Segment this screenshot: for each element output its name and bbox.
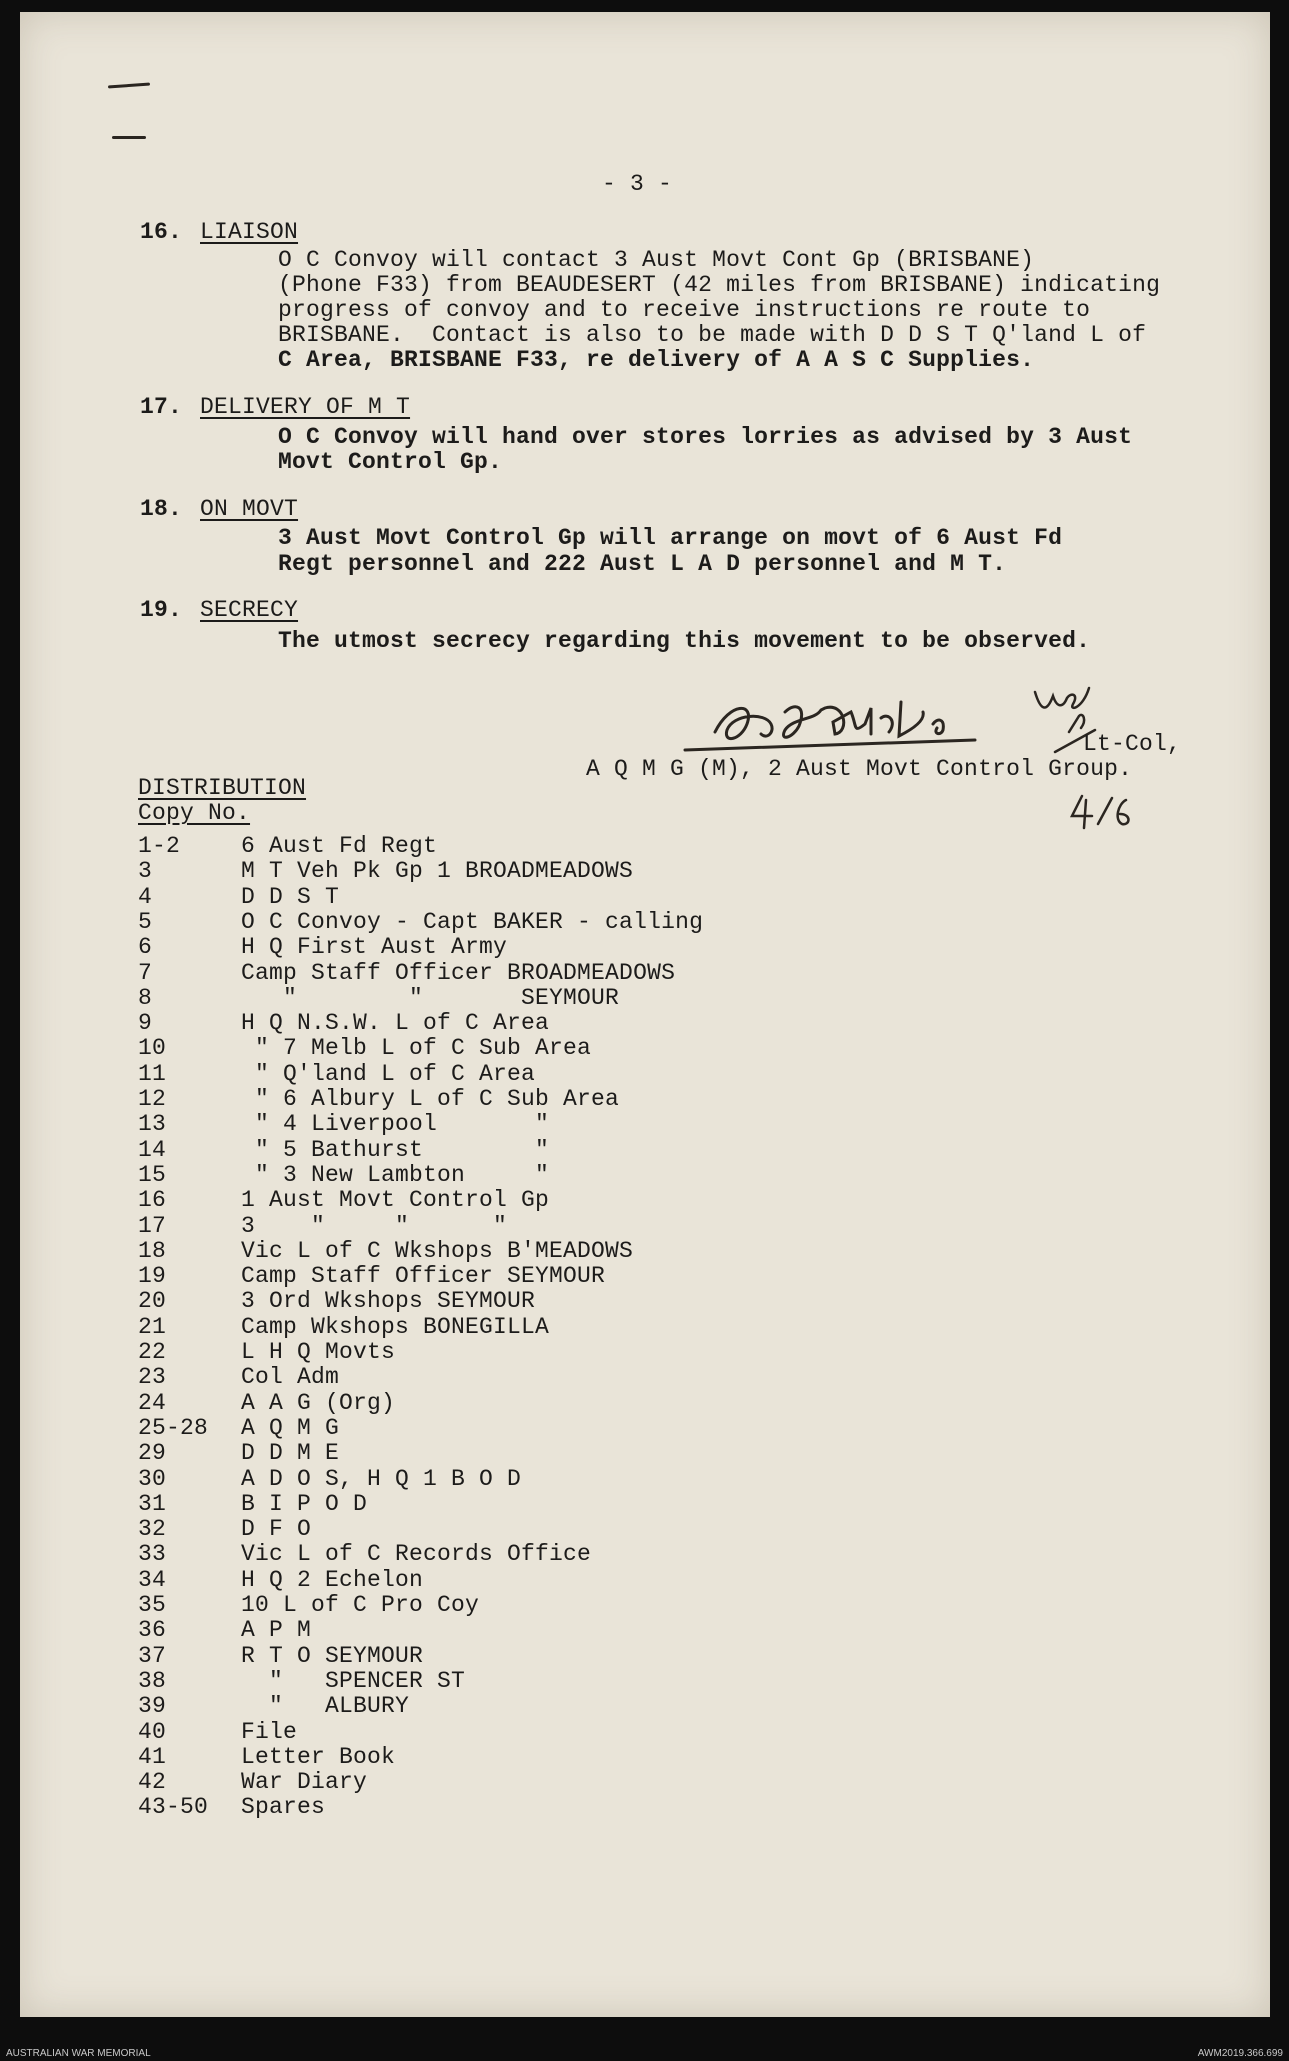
copy-number: 35 (138, 1592, 167, 1618)
copy-number: 9 (138, 1010, 153, 1037)
section-number: 19. (140, 597, 183, 623)
addressee: " SPENCER ST (241, 1667, 466, 1694)
addressee: Camp Staff Officer BROADMEADOWS (241, 959, 676, 986)
copy-number: 13 (138, 1111, 167, 1138)
addressee: " " SEYMOUR (241, 984, 620, 1011)
copy-number: 24 (138, 1389, 167, 1416)
copy-number: 43-50 (138, 1794, 209, 1821)
addressee: Vic L of C Wkshops B'MEADOWS (241, 1237, 634, 1264)
section-body-line: The utmost secrecy regarding this movement to be observed. (278, 628, 1091, 654)
section-body-line: Movt Control Gp. (278, 449, 503, 475)
handwritten-date-note (1068, 790, 1138, 835)
footer-right-label: AWM2019.366.699 (1197, 2048, 1283, 2059)
addressee: B I P O D (241, 1490, 368, 1517)
addressee: 3 Ord Wkshops SEYMOUR (241, 1288, 536, 1315)
section-heading-on-movt: ON MOVT (200, 496, 299, 522)
addressee: O C Convoy - Capt BAKER - calling (241, 908, 704, 935)
copy-number: 40 (138, 1718, 167, 1745)
addressee: D D M E (241, 1440, 340, 1467)
copy-number: 4 (138, 883, 153, 910)
addressee: 6 Aust Fd Regt (241, 833, 438, 859)
copy-number: 6 (138, 934, 153, 961)
addressee: " 4 Liverpool " (241, 1111, 550, 1138)
copy-number: 18 (138, 1237, 167, 1264)
staple-mark (112, 136, 146, 139)
addressee: Camp Wkshops BONEGILLA (241, 1313, 550, 1340)
addressee: 10 L of C Pro Coy (241, 1592, 480, 1618)
copy-number: 21 (138, 1313, 167, 1340)
copy-number: 29 (138, 1440, 167, 1467)
copy-number: 23 (138, 1364, 167, 1391)
copy-number: 11 (138, 1060, 167, 1087)
addressee: " Q'land L of C Area (241, 1060, 536, 1087)
copy-number: 3 (138, 858, 153, 885)
copy-number: 7 (138, 959, 153, 986)
copy-number: 22 (138, 1339, 167, 1365)
addressee: A D O S, H Q 1 B O D (241, 1465, 522, 1492)
section-number: 17. (140, 394, 183, 420)
section-body-line: 3 Aust Movt Control Gp will arrange on movt of 6 Aust Fd (278, 525, 1063, 551)
copy-number: 15 (138, 1161, 167, 1188)
copy-number: 31 (138, 1490, 167, 1517)
section-body-line: (Phone F33) from BEAUDESERT (42 miles from BRISBANE) indicating (278, 272, 1161, 298)
copy-number: 33 (138, 1541, 167, 1568)
copy-number: 19 (138, 1263, 167, 1290)
addressee: A Q M G (241, 1414, 340, 1441)
addressee: L H Q Movts (241, 1339, 396, 1365)
copy-number: 37 (138, 1642, 167, 1669)
copy-number: 42 (138, 1769, 167, 1796)
addressee: Vic L of C Records Office (241, 1541, 592, 1568)
page-number: - 3 - (602, 171, 673, 197)
signatory-rank: Lt-Col, (1083, 731, 1182, 757)
addressee: H Q N.S.W. L of C Area (241, 1010, 550, 1037)
copy-number: 5 (138, 908, 153, 935)
copy-number: 36 (138, 1617, 167, 1644)
addressee: H Q 2 Echelon (241, 1566, 424, 1593)
addressee: Letter Book (241, 1743, 396, 1770)
staple-mark (108, 83, 150, 89)
section-number: 16. (140, 219, 183, 245)
addressee: 3 " " " (241, 1212, 508, 1239)
copy-number: 14 (138, 1136, 167, 1163)
addressee: A P M (241, 1617, 312, 1644)
section-number: 18. (140, 496, 183, 522)
addressee: Spares (241, 1794, 326, 1821)
copy-number: 8 (138, 984, 153, 1011)
addressee: File (241, 1718, 298, 1745)
addressee: " 6 Albury L of C Sub Area (241, 1086, 620, 1112)
copy-number: 12 (138, 1086, 167, 1112)
addressee: A A G (Org) (241, 1389, 396, 1416)
copy-number: 30 (138, 1465, 167, 1492)
addressee: R T O SEYMOUR (241, 1642, 424, 1669)
signatory-appointment: A Q M G (M), 2 Aust Movt Control Group. (586, 756, 1133, 782)
addressee: M T Veh Pk Gp 1 BROADMEADOWS (241, 858, 634, 885)
section-body-line: O C Convoy will contact 3 Aust Movt Cont Gp (BRISBANE) (278, 247, 1035, 273)
addressee: H Q First Aust Army (241, 934, 508, 961)
addressee: War Diary (241, 1769, 368, 1796)
addressee: 1 Aust Movt Control Gp (241, 1187, 550, 1214)
section-body-line: Regt personnel and 222 Aust L A D personnel and M T. (278, 551, 1007, 577)
copy-number: 25-28 (138, 1414, 209, 1441)
copy-number: 41 (138, 1743, 167, 1770)
section-body-line: C Area, BRISBANE F33, re delivery of A A S C Supplies. (278, 347, 1035, 373)
section-body-line: progress of convoy and to receive instructions re route to (278, 297, 1091, 323)
copy-number: 38 (138, 1667, 167, 1694)
section-body-line: BRISBANE. Contact is also to be made with D D S T Q'land L of (278, 322, 1147, 348)
addressee: " 7 Melb L of C Sub Area (241, 1035, 592, 1062)
addressee: D F O (241, 1516, 312, 1543)
footer-bar (0, 2047, 1289, 2061)
addressee: Col Adm (241, 1364, 340, 1391)
section-heading-liaison: LIAISON (200, 219, 299, 245)
addressee: Camp Staff Officer SEYMOUR (241, 1263, 606, 1290)
distribution-title: DISTRIBUTION (138, 775, 307, 801)
addressee: " 5 Bathurst " (241, 1136, 550, 1163)
copy-number: 17 (138, 1212, 167, 1239)
copy-number: 34 (138, 1566, 167, 1593)
addressee: D D S T (241, 883, 340, 910)
section-heading-delivery: DELIVERY OF M T (200, 394, 411, 420)
copy-number: 39 (138, 1693, 167, 1720)
addressee: " 3 New Lambton " (241, 1161, 550, 1188)
copy-number: 1-2 (138, 833, 181, 859)
addressee: " ALBURY (241, 1693, 410, 1720)
copy-number: 16 (138, 1187, 167, 1214)
footer-left-label: AUSTRALIAN WAR MEMORIAL (6, 2048, 151, 2059)
section-body-line: O C Convoy will hand over stores lorries as advised by 3 Aust (278, 424, 1133, 450)
section-heading-secrecy: SECRECY (200, 597, 299, 623)
distribution-copy-header: Copy No. (138, 800, 251, 826)
copy-number: 20 (138, 1288, 167, 1315)
copy-number: 10 (138, 1035, 167, 1062)
copy-number: 32 (138, 1516, 167, 1543)
